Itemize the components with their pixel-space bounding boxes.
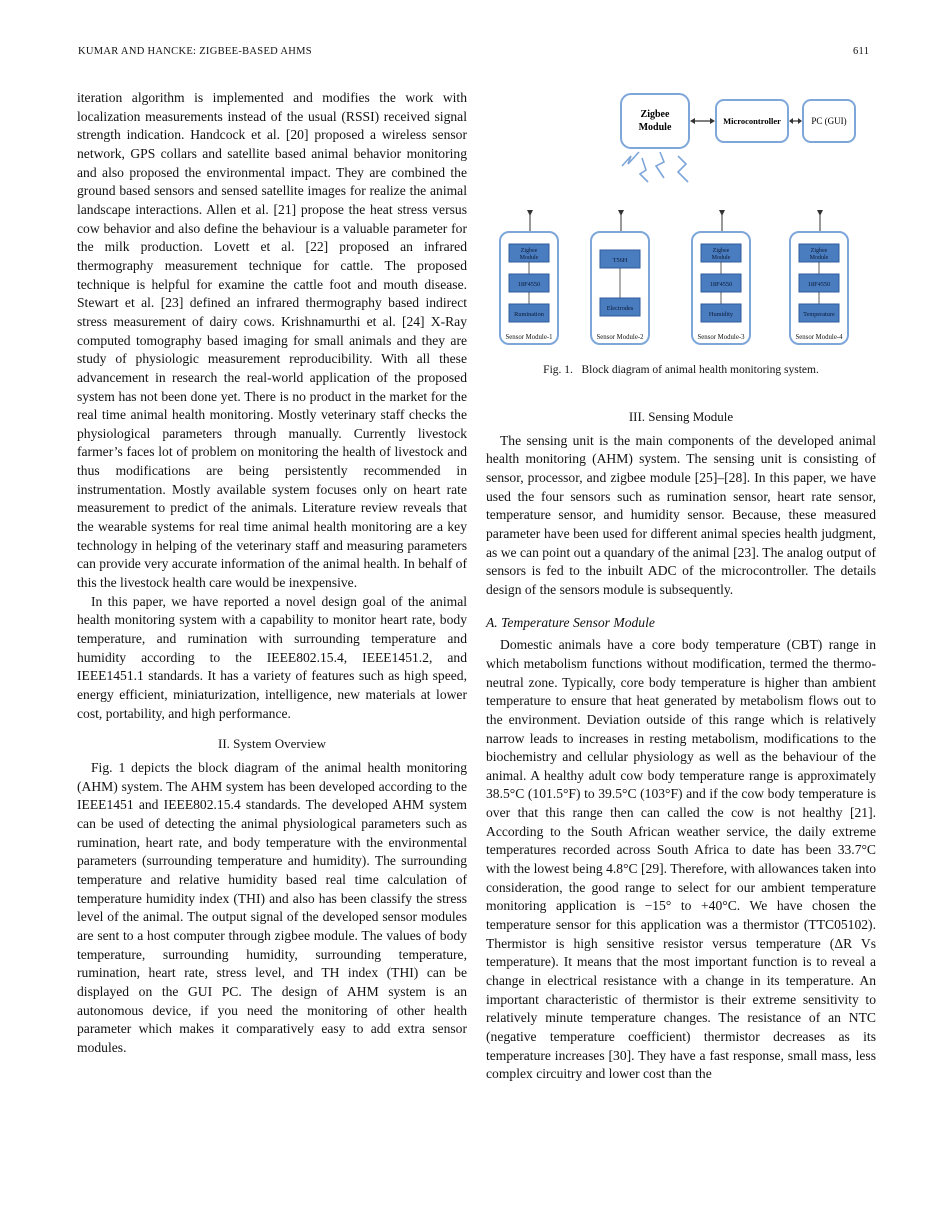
zigbee-label-2: Module [638,122,672,133]
section-heading: III. Sensing Module [628,409,734,424]
block-label: Electrodes [606,305,634,312]
wireless-signal-icon [622,152,639,166]
block-label: Zigbee [810,248,828,254]
zigbee-module-block [621,94,689,148]
block-label: 18F4550 [807,281,831,288]
section-heading: II. System Overview [218,736,326,752]
zigbee-label-1: Zigbee [640,109,670,120]
paragraph: iteration algorithm is implemented and modifies the work with localization measurements instead of the usual (RSSI) received signal strength indication. Handcock et al. [20] proposed a wireless sensor network, GPS collars and satellite based animal behavior monitoring and also proposed the environmental impact. They are combined the ground based sensors and sensed satellite images for realize the animal landscape interactions. Allen et al. [21] propose the heat stress versus cow behavior and also define the behaviour is a valuable parameter for the milk production. Lovett et al. [22] proposed an infrared thermography measurement technique for cattle. The proposed technique is helpful for examine the cattle foot and mouth disease. Stewart et al. [23] defined an infrared thermography based indirect stress measurement of dairy cows. Krishnamurthi et al. [24] X-Ray computed tomography based imaging for small animals and they are study of physiologic measurement reproducibility. With all these advancement in research the real-world application of the proposed system has not been done yet. There is no product in the market for the real time animal health monitoring. Mostly veterinary staff checks the physiological parameters through manually. Currently livestock farmer’s faces lot of problem on monitoring the health of livestock and thus modifications are being persistently recommended in instrumentation. Mostly available system focuses only on heart rate measurement to predict of the animals. Literature review reveals that the wearable systems for real time animal health monitoring are a key technology in helping of the veterinary staff and measuring parameters can provide very accurate information of the animal health. In behalf of this the livestock health care would be inexpensive. [77,90,467,591]
paragraph: In this paper, we have reported a novel design goal of the animal health monitoring system with a capability to monitor heart rate, body temperature, and rumination with surrounding temperature and humidity according to the IEEE802.15.4, IEEE1451.2, and IEEE1451.1 standards. It has a variety of features such as high speed, energy efficient, miniaturization, intelligence, new materials at lower cost, portability, and high performance. [77,593,467,721]
block-diagram-figure [494,86,856,350]
paragraph: Domestic animals have a core body temperature (CBT) range in which metabolism functions without modification, termed the thermo-neutral zone. Typically, core body temperature is higher than ambient temperature to ensure that heat generated by metabolism flows out to the environment. Deviation outside of this range which is relatively narrow leads to increases in resting metabolism, modifications to the biochemistry and cellular physiology as well as the behaviour of the animal. A healthy adult cow body temperature range is approximately 38.5°C (101.5°F) to 39.5°C (103°F) and if the cow body temperature is over that this range then can called the cow is not healthy [21]. According to the South African weather service, the daily extreme temperatures recorded across South Africa to date has been 33.7°C with the lowest being 4.8°C [29]. Therefore, with allowances taken into consideration, the good range to select for our ambient temperature monitoring application is −15° to +40°C. We have chosen the temperature sensor for this application was a thermistor (TTC05102). Thermistor is high sensitive resistor versus temperature (ΔR Vs temperature). It means that the most important function is to reveal a change in electrical resistance with a change in its temperature. An important characteristic of thermistor is their extreme sensitivity to relatively minute temperature changes. The resistance of an NTC (negative temperature coefficient) thermistor decreases as its temperature increases [30]. They have a fast response, small mass, less complex circuitry and lower cost than the [486,637,876,1082]
block-label: Rumination [514,311,544,318]
block-label: T56H [612,257,628,264]
block-label: Temperature [803,311,835,318]
sensor-module-label: Sensor Module-2 [596,334,644,341]
block-label: Module [519,255,539,261]
page-number: 611 [853,46,870,57]
sensor-module-label: Sensor Module-4 [795,334,843,341]
block-label: Module [809,255,829,261]
sensor-module-label: Sensor Module-1 [505,334,553,341]
block-label: Humidity [708,311,734,318]
microcontroller-label: Microcontroller [723,116,781,126]
block-label: Zigbee [520,248,538,254]
block-label: Zigbee [712,248,730,254]
figure-caption: Fig. 1. Block diagram of animal health monitoring system. [543,364,819,376]
sensor-module-label: Sensor Module-3 [697,334,745,341]
right-column [486,408,876,1084]
block-label: 18F4550 [709,281,733,288]
wireless-signal-icon [656,152,664,178]
subsection-heading: A. Temperature Sensor Module [486,614,655,630]
block-label: 18F4550 [517,281,541,288]
wireless-signal-icon [640,158,648,182]
left-column [77,89,467,1057]
paragraph: Fig. 1 depicts the block diagram of the animal health monitoring (AHM) system. The AHM system has been developed according to the IEEE1451 and IEEE802.15.4 standards. The developed AHM system can be used of detecting the animal physiological parameters such as rumination, heart rate, and body temperature with the environmental parameters (surrounding temperature and humidity). The surrounding temperature and relative humidity based real time calculation of temperature humidity index (THI) and also has been classify the stress level of the animal. The output signal of the developed sensor modules are sent to a host computer through zigbee module. The values of body temperature, surrounding humidity, surrounding temperature, rumination, heart rate, stress level, and TH index (THI) can be displayed on the GUI PC. The design of AHM system is an autonomous device, if you need the monitoring of other health parameter which makes it comparatively easy to add extra sensor modules. [77,759,467,1055]
wireless-signal-icon [678,156,688,182]
running-title: KUMAR AND HANCKE: ZIGBEE-BASED AHMS [78,46,312,57]
paragraph: The sensing unit is the main components of the developed animal health monitoring (AHM) system. The sensing unit is consisting of sensor, processor, and zigbee module [25]–[28]. In this paper, we have used the four sensors such as rumination sensor, heart rate sensor, temperature sensor, and humidity sensor. Because, these measured parameter have been used for different animal species health judgment, as we can point out a quandary of the animal [23]. The analog output of sensors is fed to the inbuilt ADC of the microcontroller. The details design of the sensors module is subsequently. [486,432,876,597]
pc-gui-label: PC (GUI) [811,116,847,126]
block-label: Module [711,255,731,261]
